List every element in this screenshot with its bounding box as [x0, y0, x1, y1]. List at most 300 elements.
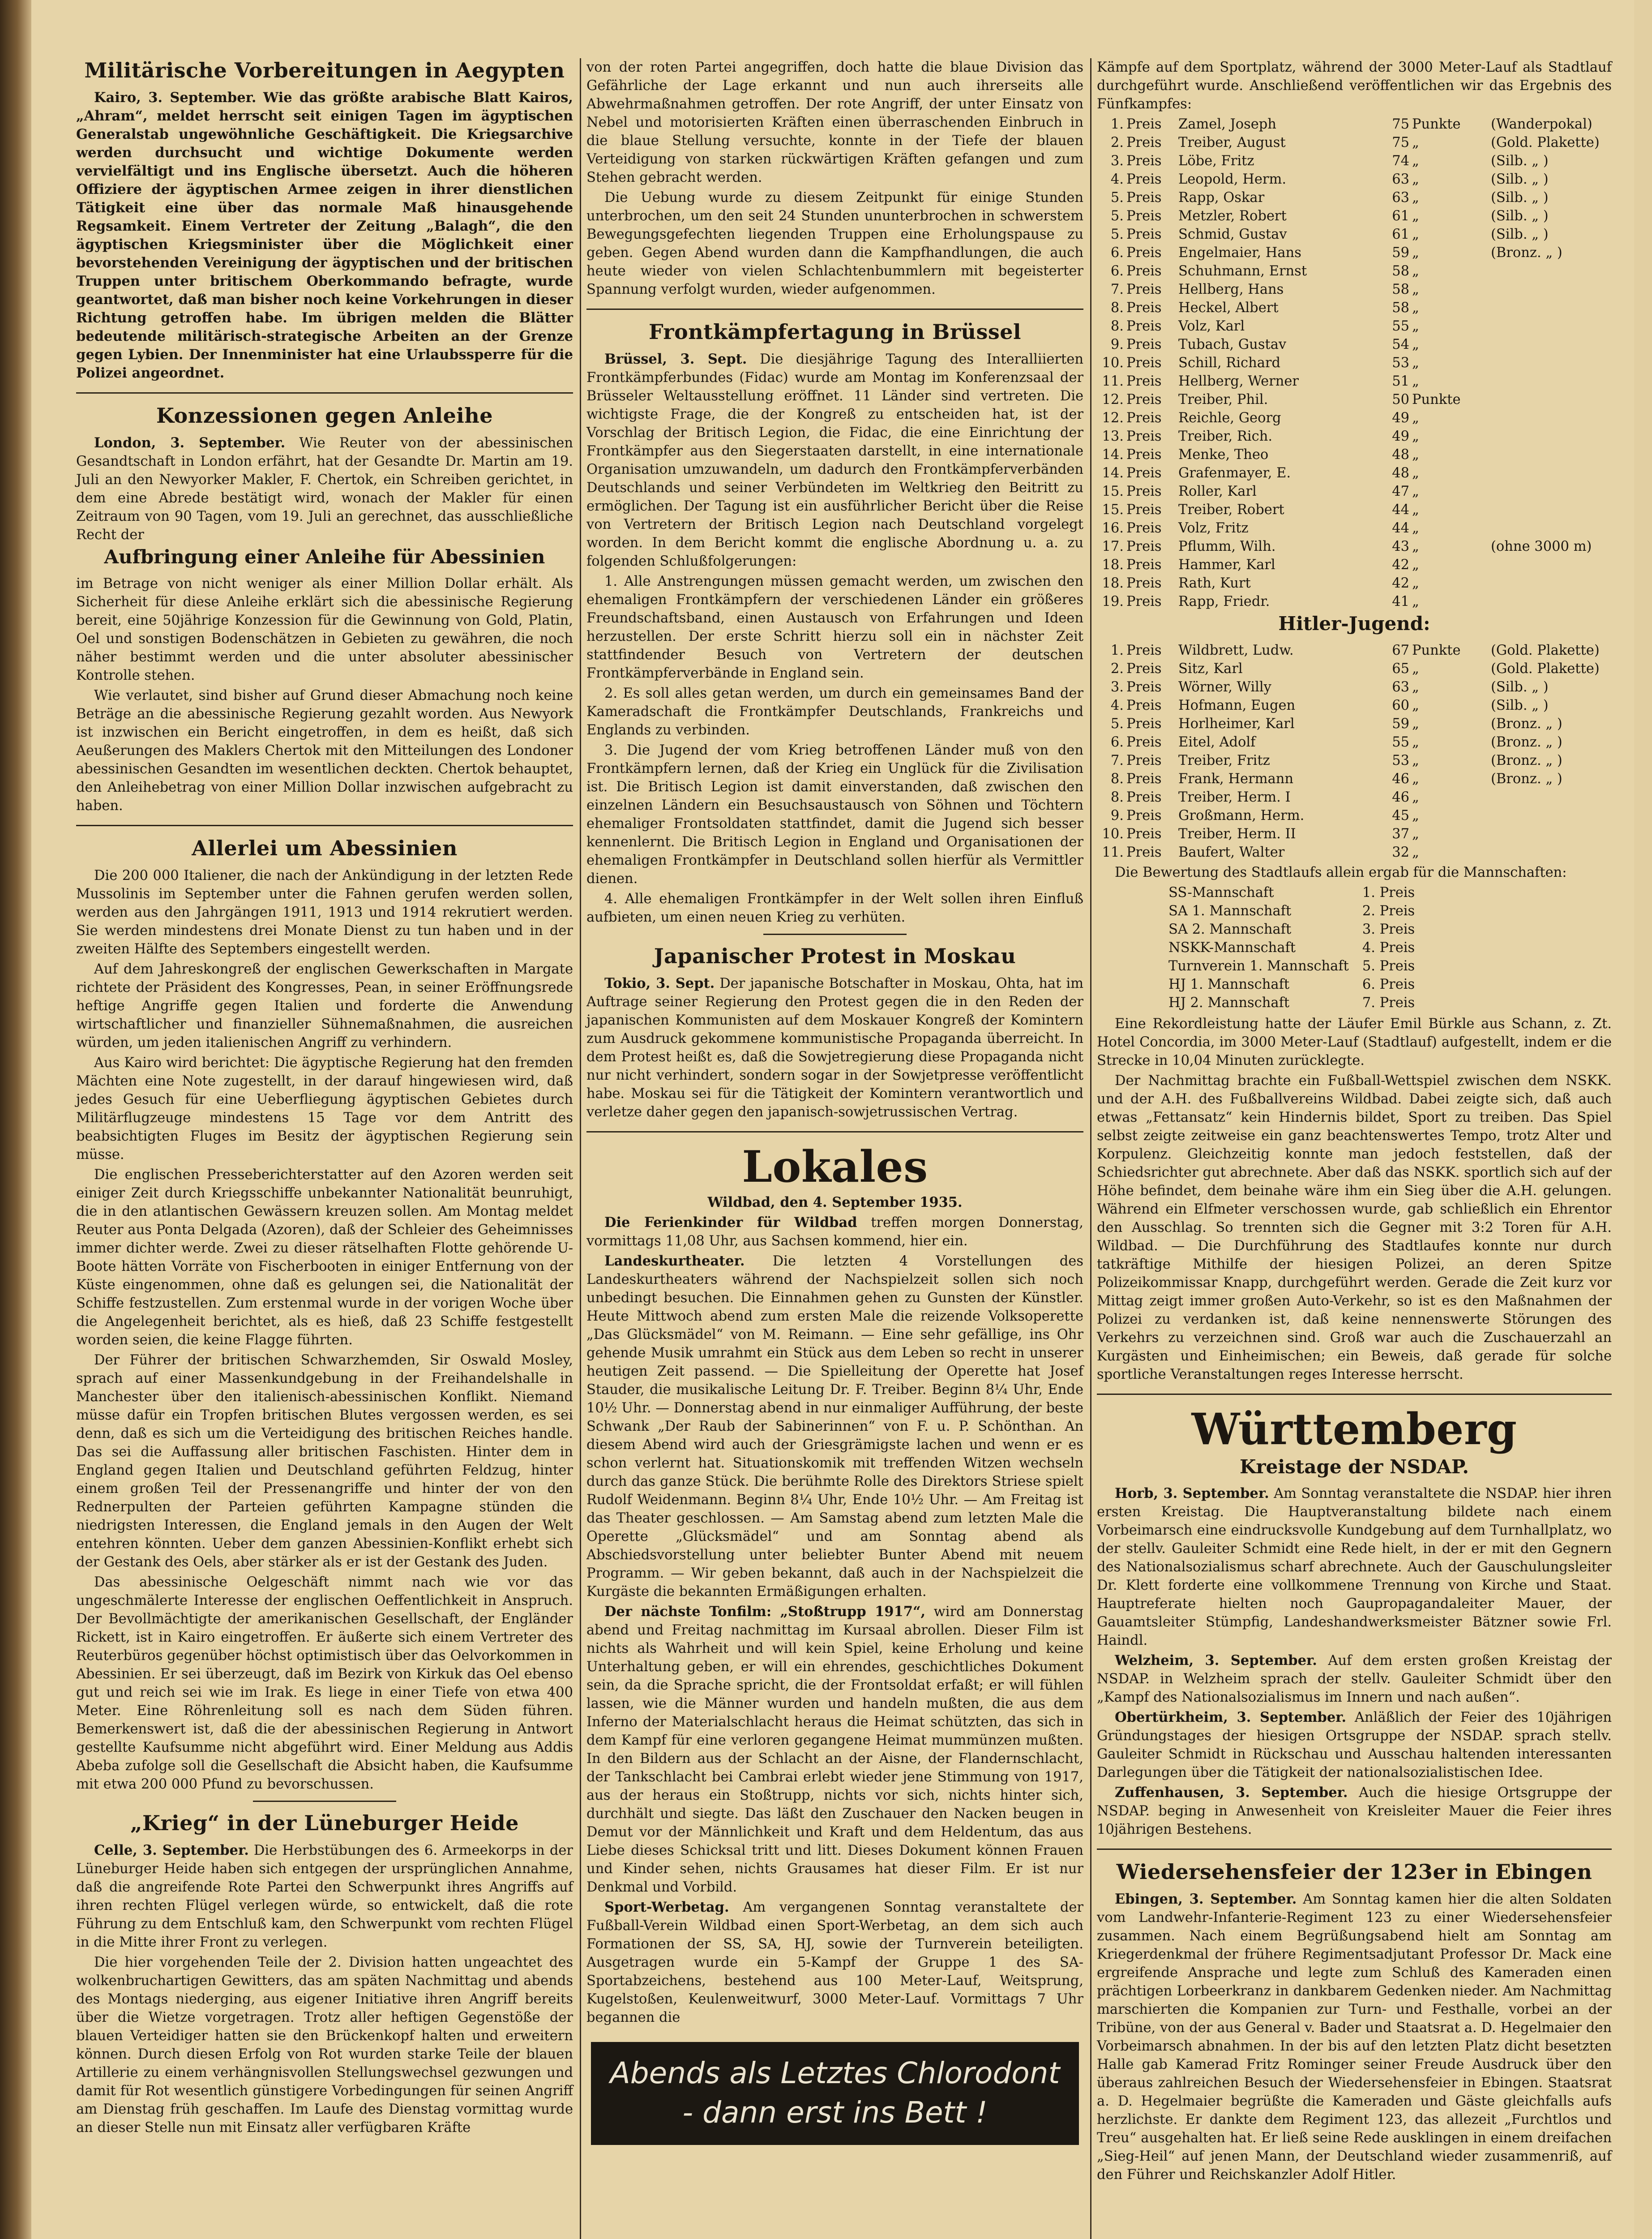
- result-w: Preis: [1126, 465, 1162, 481]
- result-row: [1097, 409, 1612, 427]
- result-n: 5.: [1110, 716, 1124, 732]
- result-row: [1097, 446, 1612, 464]
- result-row: [1097, 280, 1612, 299]
- book-spine: [0, 0, 31, 2239]
- article-paragraph: Tokio, 3. Sept. Der japanische Botschafter in Moskau, Ohta, hat im Auftrage seiner Regierung den Protest gegen die in den Reden der japanischen Kommunisten auf dem Moskauer Kongreß der Komintern zum Ausdruck gekommene kommunistische Propaganda überreicht. In dem Protest heißt es, daß die Sowjetregierung diese Propaganda nicht nur nicht verhindert, sondern sogar in der Sowjetpresse veröffentlicht habe. Moskau sei für die Tätigkeit der Komintern verantwortlich und verletze daher gegen den japanisch-sowjetrussischen Vertrag.: [586, 975, 1083, 1120]
- team-place: 4. Preis: [1362, 940, 1415, 956]
- result-unit: „: [1412, 502, 1419, 518]
- result-n: 7.: [1110, 753, 1124, 768]
- result-name: Treiber, Robert: [1178, 502, 1284, 518]
- result-pts: 63: [1392, 172, 1409, 187]
- result-row: [1097, 574, 1612, 592]
- result-name: Treiber, Fritz: [1178, 753, 1270, 768]
- result-note: [1491, 519, 1612, 537]
- subheading: Kreistage der NSDAP.: [1239, 1456, 1469, 1478]
- result-n: 10.: [1102, 355, 1124, 371]
- result-row: [1097, 244, 1612, 262]
- column-2: [586, 58, 1083, 2145]
- result-unit: „: [1412, 208, 1419, 224]
- result-note: [1491, 501, 1612, 519]
- column-rule: [580, 58, 581, 2239]
- result-unit: „: [1412, 135, 1419, 150]
- result-unit: „: [1412, 594, 1419, 609]
- result-unit: „: [1412, 753, 1419, 768]
- team-team: Turnverein 1. Mannschaft: [1168, 958, 1349, 974]
- article-paragraph: Welzheim, 3. September. Auf dem ersten großen Kreistag der NSDAP. in Welzheim sprach der stellv. Gauleiter Schmidt über den „Kampf des Nationalsozialismus im Innern und nach außen“.: [1097, 1652, 1612, 1705]
- article-paragraph: Die englischen Presseberichterstatter auf den Azoren werden seit einiger Zeit durch Kriegsschiffe unbekannter Nationalität beunruhigt, die in den atlantischen Gewässern kreuzen sollen. Am Montag meldet Reuter aus Ponta Delgada (Azoren), daß der Schleier des Geheimnisses immer dichter werde. Zwei zu dieser rätselhaften Flotte gehörende U-Boote hätten Vorräte von Fischerbooten in einiger Entfernung von der Küste eingenommen, ohne daß es gelungen sei, die Nationalität der Schiffe festzustellen. Zum erstenmal wurde in der vorigen Woche über die Angelegenheit berichtet, als es hieß, daß 23 Schiffe festgestellt worden seien, die keine Flagge führten.: [76, 1167, 573, 1348]
- result-row: [1097, 696, 1612, 715]
- result-note: (Gold. Plakette): [1491, 661, 1600, 677]
- dateline: Wildbad, den 4. September 1935.: [707, 1194, 963, 1210]
- result-row: [1097, 427, 1612, 446]
- result-name: Engelmaier, Hans: [1178, 245, 1301, 261]
- team-place: 5. Preis: [1362, 958, 1415, 974]
- team-place: 6. Preis: [1362, 977, 1415, 992]
- article-paragraph: Der nächste Tonfilm: „Stoßtrupp 1917“, wird am Donnerstag abend und Freitag nachmittag im Kursaal abrollen. Dieser Film ist nichts als Wahrheit und will kein Spiel, keine Erholung und keine Unterhaltung geben, er will ein ehrendes, geschichtliches Dokument sein, da die Sprache spricht, die der Frontsoldat erfaßt; er will fühlen lassen, wie die Männer wurden und handeln mußten, die aus dem Inferno der Materialschlacht heraus die Heimat schützten, das sich in dem Kampf für eine verloren gegangene Heimat mummünzen mußten. In den Bildern aus der Schlacht an der Aisne, der Flandernschlacht, der Tankschlacht bei Cambrai erlebt wieder jene Stimmung von 1917, aus der heraus ein Stoßtrupp, nichts vor sich, nichts hinter sich, durchhält und siegte. Das läßt den Zuschauer den Nacken beugen in Demut vor der Männlichkeit und Kraft und dem Heldentum, das aus Liebe dieses Schicksal tritt und litt. Dieses Dokument können Frauen und Kinder sehen, nichts Grausames hat dieser Film. Er ist nur Denkmal und Vorbild.: [586, 1604, 1083, 1895]
- result-w: Preis: [1126, 575, 1162, 591]
- column-1: [76, 58, 573, 2139]
- result-row: [1097, 641, 1612, 660]
- article-paragraph: Ebingen, 3. September. Am Sonntag kamen hier die alten Soldaten vom Landwehr-Infanterie-Regiment 123 zu einer Wiedersehensfeier zusammen. Nach einem Begrüßungsabend hielt am Sonntag am Kriegerdenkmal der frühere Regimentsadjutant Professor Dr. Mack eine ergreifende Ansprache und legte zum Schluß des Kameraden einen prächtigen Lorbeerkranz in dankbarem Gedenken nieder. Am Nachmittag marschierten die Kompanien zur Turn- und Festhalle, vorbei an der Tribüne, von der aus General v. Bader und Staatsrat a. D. Hegelmaier den Vorbeimarsch abnahmen. In der bis auf den letzten Platz dicht besetzten Halle gab Kamerad Fritz Rominger seiner Freude Ausdruck über den überaus zahlreichen Besuch der Wiedersehensfeier in Ebingen. Staatsrat a. D. Hegelmaier begrüßte die Kameraden und Gäste gleichfalls aufs herzlichste. Er dankte dem Regiment 123, das allezeit „Furchtlos und Treu“ ausgehalten hat. Er ließ seine Rede ausklingen in einem dreifachen „Sieg-Heil“ auf jenen Mann, der Deutschland wieder zusammenriß, auf den Führer und Reichskanzler Adolf Hitler.: [1097, 1891, 1612, 2183]
- result-name: Rath, Kurt: [1178, 575, 1251, 591]
- result-row: [1097, 299, 1612, 317]
- result-note: (Silb. „ ): [1491, 698, 1549, 713]
- dateline: London, 3. September.: [94, 435, 286, 451]
- result-row: [1097, 556, 1612, 574]
- article-paragraph: Landeskurtheater. Die letzten 4 Vorstellungen des Landeskurtheaters während der Nachspielzeit sollen sich noch unbedingt besuchen. Die Einnahmen gehen zu Gunsten der Künstler. Heute Mittwoch abend zum ersten Male die reizende Volksoperette „Das Glücksmädel“ von M. Reimann. — Eine sehr gefällige, ins Ohr gehende Musik umrahmt ein Stück aus dem Leben so recht in unserer heutigen Zeit passend. — Die Spielleitung der Operette hat Josef Stauder, die musikalische Leitung Dr. F. Treiber. Beginn 8¼ Uhr, Ende 10½ Uhr. — Donnerstag abend in nur einmaliger Aufführung, der beste Schwank „Der Raub der Sabinerinnen“ von F. u. P. Schönthan. An diesem Abend wird auch der Griesgrämigste lachen und wenn er es schon verlernt hat. Situationskomik mit treffenden Witzen wechseln durch das ganze Stück. Die berühmte Rolle des Direktors Striese spielt Rudolf Weidenmann. Beginn 8¼ Uhr, Ende 10½ Uhr. — Am Freitag ist das Theater geschlossen. — Am Samstag abend zum letzten Male die Operette „Glücksmädel“ und am Sonntag abend als Abschiedsvorstellung unter beliebter Bunter Abend mit neuem Programm. — Wir geben bekannt, daß auch in der Nachspielzeit die Kurgäste die bekannten Ermäßigungen erhalten.: [586, 1253, 1083, 1600]
- result-row: [1097, 152, 1612, 170]
- ad-line: - dann erst ins Bett !: [682, 2095, 988, 2130]
- result-n: 2.: [1110, 135, 1124, 150]
- result-w: Preis: [1126, 135, 1162, 150]
- result-w: Preis: [1126, 539, 1162, 554]
- result-note: (Bronz. „ ): [1491, 753, 1562, 768]
- article-paragraph: im Betrage von nicht weniger als einer Million Dollar erhält. Als Sicherheit für diese Anleihe erklärt sich die abessinische Regierung bereit, eine 50jährige Konzession für die Gewinnung von Gold, Platin, Oel und sonstigen Bodenschätzen in Gebieten zu gewähren, die noch näher bestimmt werden und die unter absoluter abessinischer Kontrolle stehen.: [76, 576, 573, 683]
- result-n: 18.: [1102, 575, 1124, 591]
- result-w: Preis: [1126, 826, 1162, 842]
- result-name: Schuhmann, Ernst: [1178, 263, 1307, 279]
- result-row: [1097, 806, 1612, 825]
- result-w: Preis: [1126, 410, 1162, 426]
- result-w: Preis: [1126, 318, 1162, 334]
- result-note: [1491, 262, 1612, 280]
- result-note: [1491, 806, 1612, 825]
- result-pts: 75: [1392, 135, 1409, 150]
- subheading: Aufbringung einer Anleihe für Abessinien: [104, 546, 545, 568]
- result-row: [1097, 751, 1612, 770]
- result-n: 3.: [1110, 679, 1124, 695]
- result-row: [1097, 115, 1612, 133]
- result-row: [1097, 788, 1612, 806]
- result-name: Tubach, Gustav: [1178, 337, 1287, 352]
- result-w: Preis: [1126, 337, 1162, 352]
- result-pts: 46: [1392, 789, 1409, 805]
- team-row: [1168, 994, 1428, 1012]
- dateline: Kairo, 3. September.: [94, 90, 257, 106]
- result-unit: „: [1412, 282, 1419, 297]
- result-name: Reichle, Georg: [1178, 410, 1281, 426]
- result-pts: 53: [1392, 753, 1409, 768]
- result-pts: 58: [1392, 300, 1409, 316]
- result-unit: „: [1412, 789, 1419, 805]
- result-n: 1.: [1110, 116, 1124, 132]
- result-row: [1097, 317, 1612, 335]
- result-name: Volz, Fritz: [1178, 520, 1249, 536]
- result-name: Rapp, Oskar: [1178, 190, 1265, 206]
- result-note: (ohne 3000 m): [1491, 539, 1592, 554]
- result-pts: 42: [1392, 575, 1409, 591]
- result-pts: 59: [1392, 716, 1409, 732]
- result-w: Preis: [1126, 172, 1162, 187]
- result-name: Roller, Karl: [1178, 484, 1257, 499]
- article-title: Wiedersehensfeier der 123er in Ebingen: [1116, 1860, 1592, 1884]
- result-w: Preis: [1126, 557, 1162, 573]
- team-row: [1168, 939, 1428, 957]
- article-title: Japanischer Protest in Moskau: [654, 944, 1016, 968]
- result-w: Preis: [1126, 845, 1162, 860]
- result-n: 5.: [1110, 190, 1124, 206]
- result-w: Preis: [1126, 771, 1162, 787]
- article-title: Konzessionen gegen Anleihe: [156, 403, 493, 428]
- result-note: [1491, 354, 1612, 372]
- result-unit: „: [1412, 771, 1419, 787]
- result-unit: „: [1412, 679, 1419, 695]
- separator: [763, 934, 907, 935]
- result-unit: „: [1412, 716, 1419, 732]
- result-pts: 55: [1392, 734, 1409, 750]
- ad-line: Abends als Letztes Chlorodont: [610, 2056, 1060, 2090]
- result-n: 16.: [1102, 520, 1124, 536]
- dateline: Celle, 3. September.: [94, 1842, 249, 1858]
- result-w: Preis: [1126, 808, 1162, 824]
- result-row: [1097, 825, 1612, 843]
- result-name: Metzler, Robert: [1178, 208, 1287, 224]
- result-note: [1491, 280, 1612, 299]
- result-w: Preis: [1126, 116, 1162, 132]
- result-pts: 44: [1392, 502, 1409, 518]
- result-pts: 50: [1392, 392, 1409, 407]
- team-place: 3. Preis: [1362, 922, 1415, 937]
- article-title: Militärische Vorbereitungen in Aegypten: [84, 58, 565, 82]
- result-n: 4.: [1110, 172, 1124, 187]
- result-name: Großmann, Herm.: [1178, 808, 1305, 824]
- result-n: 6.: [1110, 263, 1124, 279]
- result-unit: „: [1412, 300, 1419, 316]
- result-name: Rapp, Friedr.: [1178, 594, 1270, 609]
- result-unit: Punkte: [1412, 392, 1461, 407]
- result-n: 9.: [1110, 337, 1124, 352]
- result-unit: „: [1412, 520, 1419, 536]
- result-unit: „: [1412, 734, 1419, 750]
- results-table: [1097, 115, 1612, 611]
- result-row: [1097, 464, 1612, 482]
- result-n: 5.: [1110, 208, 1124, 224]
- result-pts: 41: [1392, 594, 1409, 609]
- result-note: (Gold. Plakette): [1491, 643, 1600, 658]
- result-unit: „: [1412, 465, 1419, 481]
- result-note: [1491, 390, 1612, 409]
- result-n: 6.: [1110, 245, 1124, 261]
- result-name: Sitz, Karl: [1178, 661, 1243, 677]
- result-n: 9.: [1110, 808, 1124, 824]
- result-note: (Bronz. „ ): [1491, 734, 1562, 750]
- team-row: [1168, 975, 1428, 994]
- result-name: Löbe, Fritz: [1178, 153, 1254, 169]
- result-name: Volz, Karl: [1178, 318, 1245, 334]
- result-w: Preis: [1126, 753, 1162, 768]
- team-team: HJ 2. Mannschaft: [1168, 995, 1290, 1011]
- result-row: [1097, 660, 1612, 678]
- article-paragraph: Obertürkheim, 3. September. Anläßlich der Feier des 10jährigen Gründungstages der hiesigen Ortsgruppe der NSDAP. sprach stellv. Gauleiter Schmidt in Rückschau und Ausschau haltenden interessanten Darlegungen über die Tätigkeit der nationalsozialistischen Idee.: [1097, 1709, 1612, 1780]
- result-name: Horlheimer, Karl: [1178, 716, 1295, 732]
- result-note: (Bronz. „ ): [1491, 245, 1562, 261]
- team-row: [1168, 957, 1428, 975]
- result-note: [1491, 335, 1612, 354]
- article-paragraph: Kairo, 3. September. Wie das größte arabische Blatt Kairos, „Ahram“, meldet herrscht seit einigen Tagen im ägyptischen Generalstab ungewöhnliche Geschäftigkeit. Die Kriegsarchive werden durchsucht und wichtige Dokumente werden vervielfältigt und ins Englische übersetzt. Auch die höheren Offiziere der ägyptischen Armee zeigen in ihrer dienstlichen Tätigkeit eine über das normale Maß hinausgehende Regsamkeit. Einem Vertreter der Zeitung „Balagh“, die den ägyptischen Kriegsminister über die Möglichkeit einer bevorstehenden Vereinigung der ägyptischen und der britischen Truppen unter britischem Oberkommando befragte, wurde geantwortet, daß man bisher noch keine Vorkehrungen in dieser Richtung getroffen habe. Im übrigen melden die Blätter bedeutende militärisch-strategische Arbeiten an der Grenze gegen Lybien. Der Innenminister hat eine Urlaubssperre für die Polizei angeordnet.: [76, 90, 573, 381]
- result-w: Preis: [1126, 734, 1162, 750]
- result-unit: „: [1412, 429, 1419, 444]
- result-note: (Silb. „ ): [1491, 153, 1549, 169]
- result-w: Preis: [1126, 520, 1162, 536]
- result-row: [1097, 678, 1612, 696]
- result-note: [1491, 843, 1612, 862]
- result-unit: „: [1412, 318, 1419, 334]
- result-pts: 49: [1392, 410, 1409, 426]
- article-paragraph: Die 200 000 Italiener, die nach der Ankündigung in der letzten Rede Mussolinis im September unter die Fahnen gerufen werden sollen, werden aus den Jahrgängen 1911, 1913 und 1914 rekrutiert werden. Sie werden mindestens drei Monate Dienst zu tun haben und in der zweiten Hälfte des Septembers eingestellt werden.: [76, 868, 573, 957]
- result-unit: „: [1412, 698, 1419, 713]
- separator: [1097, 1849, 1612, 1850]
- result-name: Treiber, Phil.: [1178, 392, 1268, 407]
- result-note: [1491, 592, 1612, 611]
- team-team: SS-Mannschaft: [1168, 885, 1274, 901]
- team-team: SA 1. Mannschaft: [1168, 903, 1292, 919]
- article-paragraph: Die Ferienkinder für Wildbad treffen morgen Donnerstag, vormittags 11,08 Uhr, aus Sachsen kommend, hier ein.: [586, 1214, 1083, 1249]
- result-pts: 59: [1392, 245, 1409, 261]
- result-pts: 58: [1392, 282, 1409, 297]
- article-paragraph: 4. Alle ehemaligen Frontkämpfer in der Welt sollen ihren Einfluß aufbieten, um einen neuen Krieg zu verhüten.: [586, 891, 1083, 925]
- column-rule: [1090, 58, 1091, 2239]
- result-row: [1097, 335, 1612, 354]
- result-unit: „: [1412, 661, 1419, 677]
- result-note: (Bronz. „ ): [1491, 716, 1562, 732]
- result-row: [1097, 733, 1612, 751]
- result-row: [1097, 390, 1612, 409]
- result-unit: „: [1412, 172, 1419, 187]
- result-note: (Wanderpokal): [1491, 116, 1592, 132]
- result-unit: „: [1412, 153, 1419, 169]
- result-note: [1491, 464, 1612, 482]
- result-n: 15.: [1102, 484, 1124, 499]
- result-w: Preis: [1126, 300, 1162, 316]
- separator: [1097, 1394, 1612, 1395]
- result-unit: „: [1412, 373, 1419, 389]
- result-w: Preis: [1126, 245, 1162, 261]
- result-n: 8.: [1110, 300, 1124, 316]
- result-row: [1097, 519, 1612, 537]
- result-pts: 49: [1392, 429, 1409, 444]
- article-paragraph: Kämpfe auf dem Sportplatz, während der 3000 Meter-Lauf als Stadtlauf durchgeführt wurde. Anschließend veröffentlichen wir das Ergebnis des Fünfkampfes:: [1097, 60, 1612, 112]
- article-paragraph: Die hier vorgehenden Teile der 2. Division hatten ungeachtet des wolkenbruchartigen Gewitters, das am späten Nachmittag und abends des Montags niederging, aus eigener Initiative ihren Angriff bereits über die Wietze vorgetragen. Trotz aller heftigen Gegenstöße der blauen Verteidiger hatten sie den Brückenkopf halten und erweitern können. Durch diesen Erfolg von Rot wurden starke Teile der blauen Artillerie zu einem verhängnisvollen Stellungswechsel gezwungen und damit für Rot wesentlich günstigere Vorbedingungen für seinen Angriff am Dienstag früh geschaffen. Im Laufe des Dienstag vormittag wurde an dieser Stelle nun mit Einsatz aller verfügbaren Kräfte: [76, 1955, 573, 2136]
- result-unit: „: [1412, 355, 1419, 371]
- result-unit: „: [1412, 245, 1419, 261]
- result-unit: „: [1412, 808, 1419, 824]
- article-paragraph: Das abessinische Oelgeschäft nimmt nach wie vor das ungeschmälerte Interesse der englischen Oeffentlichkeit in Anspruch. Der Bevollmächtigte der amerikanischen Gesellschaft, der Engländer Rickett, ist in Kairo eingetroffen. Er äußerte sich einem Vertreter des Reuterbüros gegenüber höchst optimistisch über das Oelvorkommen in Abessinien. Er sei überzeugt, daß im Bezirk von Kirkuk das Oel ebenso gut und reich sei wie im Irak. Es liege in einer Tiefe von etwa 400 Meter. Eine Röhrenleitung soll es nach dem Süden führen. Bemerkenswert ist, daß die der abessinischen Regierung in Antwort gestellte Kaufsumme nicht abgeführt wird. Einer Meldung aus Addis Abeba zufolge soll die Gesellschaft die Absicht haben, die Kaufsumme mit etwa 200 000 Pfund zu bevorschussen.: [76, 1574, 573, 1792]
- result-note: [1491, 825, 1612, 843]
- result-pts: 43: [1392, 539, 1409, 554]
- result-note: (Silb. „ ): [1491, 679, 1549, 695]
- result-name: Heckel, Albert: [1178, 300, 1279, 316]
- result-n: 15.: [1102, 502, 1124, 518]
- result-unit: „: [1412, 263, 1419, 279]
- result-unit: „: [1412, 410, 1419, 426]
- dateline: Brüssel, 3. Sept.: [604, 351, 747, 367]
- result-name: Wildbrett, Ludw.: [1178, 643, 1294, 658]
- article-paragraph: 3. Die Jugend der vom Krieg betroffenen Länder muß von den Frontkämpfern lernen, daß der Krieg ein Unglück für die Zivilisation ist. Die Britisch Legion ist damit einverstanden, daß zwischen den einzelnen Ländern ein Besuchsaustausch von Söhnen und Töchtern ehemaliger Frontsoldaten stattfindet, damit die Jugend sich besser kennenlernt. Die Britisch Legion in England und Organisationen der ehemaligen Frontkämpfer in Deutschland sollen hierfür als Vermittler dienen.: [586, 742, 1083, 887]
- newspaper-page: [31, 0, 1634, 2239]
- result-unit: „: [1412, 190, 1419, 206]
- result-pts: 48: [1392, 447, 1409, 463]
- article-paragraph: Sport-Werbetag. Am vergangenen Sonntag veranstaltete der Fußball-Verein Wildbad einen Sport-Werbetag, an dem sich auch Formationen der SS, SA, HJ, sowie der Turnverein beteiligten. Ausgetragen wurde ein 5-Kampf der Gruppe 1 des SA-Sportabzeichens, bestehend aus 100 Meter-Lauf, Weitsprung, Kugelstoßen, Keulenweitwurf, 3000 Meter-Lauf. Vormittags 7 Uhr begannen die: [586, 1899, 1083, 2025]
- result-pts: 63: [1392, 190, 1409, 206]
- result-pts: 55: [1392, 318, 1409, 334]
- result-note: [1491, 482, 1612, 501]
- article-paragraph: London, 3. September. Wie Reuter von der abessinischen Gesandtschaft in London erfährt, hat der Gesandte Dr. Martin am 19. Juli an den Newyorker Makler, F. Chertok, ein Schreiben gerichtet, in dem eine Abrede bestätigt wird, wonach der Makler für einen Zeitraum von 90 Tagen, vom 19. Juli an gerechnet, das ausschließliche Recht der: [76, 435, 573, 543]
- article-title: „Krieg“ in der Lüneburger Heide: [130, 1811, 519, 1835]
- result-row: [1097, 262, 1612, 280]
- result-row: [1097, 133, 1612, 152]
- separator: [76, 392, 573, 394]
- result-note: [1491, 574, 1612, 592]
- section-title-wuerttemberg: Württemberg: [1191, 1404, 1517, 1454]
- result-name: Menke, Theo: [1178, 447, 1269, 463]
- result-pts: 65: [1392, 661, 1409, 677]
- result-name: Frank, Hermann: [1178, 771, 1294, 787]
- result-pts: 32: [1392, 845, 1409, 860]
- chlorodont-advertisement: [591, 2042, 1079, 2145]
- result-unit: „: [1412, 227, 1419, 242]
- result-name: Hellberg, Werner: [1178, 373, 1299, 389]
- dateline: Tokio, 3. Sept.: [604, 975, 715, 991]
- result-pts: 74: [1392, 153, 1409, 169]
- result-n: 19.: [1102, 594, 1124, 609]
- result-note: (Silb. „ ): [1491, 208, 1549, 224]
- result-unit: „: [1412, 557, 1419, 573]
- result-note: [1491, 409, 1612, 427]
- result-w: Preis: [1126, 594, 1162, 609]
- result-name: Zamel, Joseph: [1178, 116, 1276, 132]
- team-row: [1168, 902, 1428, 920]
- result-n: 12.: [1102, 410, 1124, 426]
- separator: [253, 1801, 396, 1802]
- separator: [586, 1131, 1083, 1132]
- result-pts: 45: [1392, 808, 1409, 824]
- subheading: Hitler-Jugend:: [1278, 613, 1430, 635]
- result-n: 18.: [1102, 557, 1124, 573]
- teams-table: [1168, 884, 1428, 1012]
- team-team: SA 2. Mannschaft: [1168, 922, 1292, 937]
- result-name: Grafenmayer, E.: [1178, 465, 1291, 481]
- result-n: 8.: [1110, 771, 1124, 787]
- result-name: Schmid, Gustav: [1178, 227, 1287, 242]
- result-name: Treiber, August: [1178, 135, 1286, 150]
- result-row: [1097, 482, 1612, 501]
- article-paragraph: Wie verlautet, sind bisher auf Grund dieser Abmachung noch keine Beträge an die abessinische Regierung gezahlt worden. Aus Newyork ist inzwischen ein Bericht eingetroffen, in dem es heißt, daß sich Aeußerungen des Maklers Chertok mit den Mitteilungen des Londoner abessinischen Gesandten im wesentlichen deckten. Chertok behauptet, den Anleihebetrag von einer Million Dollar inzwischen aufgebracht zu haben.: [76, 688, 573, 814]
- team-place: 7. Preis: [1362, 995, 1415, 1011]
- team-team: HJ 1. Mannschaft: [1168, 977, 1290, 992]
- result-note: (Silb. „ ): [1491, 190, 1549, 206]
- result-name: Hellberg, Hans: [1178, 282, 1284, 297]
- result-n: 10.: [1102, 826, 1124, 842]
- result-n: 5.: [1110, 227, 1124, 242]
- result-w: Preis: [1126, 208, 1162, 224]
- result-unit: „: [1412, 447, 1419, 463]
- result-name: Pflumm, Wilh.: [1178, 539, 1276, 554]
- result-n: 14.: [1102, 465, 1124, 481]
- result-n: 2.: [1110, 661, 1124, 677]
- result-w: Preis: [1126, 447, 1162, 463]
- result-note: (Bronz. „ ): [1491, 771, 1562, 787]
- result-pts: 37: [1392, 826, 1409, 842]
- result-name: Treiber, Herm. I: [1178, 789, 1291, 805]
- result-row: [1097, 372, 1612, 390]
- result-note: [1491, 446, 1612, 464]
- article-paragraph: Celle, 3. September. Die Herbstübungen des 6. Armeekorps in der Lüneburger Heide haben sich entgegen der ursprünglichen Annahme, daß die angreifende Rote Partei den Schwerpunkt ihres Angriffs auf ihren rechten Flügel verlegen würde, so entwickelt, daß die rote Führung zu dem Entschluß kam, den Schwerpunkt vom rechten Flügel in die Mitte ihrer Front zu verlegen.: [76, 1842, 573, 1950]
- result-pts: 75: [1392, 116, 1409, 132]
- result-pts: 61: [1392, 208, 1409, 224]
- result-pts: 42: [1392, 557, 1409, 573]
- result-pts: 51: [1392, 373, 1409, 389]
- result-note: [1491, 427, 1612, 446]
- result-pts: 54: [1392, 337, 1409, 352]
- team-row: [1168, 920, 1428, 939]
- result-name: Hammer, Karl: [1178, 557, 1275, 573]
- result-row: [1097, 189, 1612, 207]
- result-unit: „: [1412, 539, 1419, 554]
- result-note: [1491, 556, 1612, 574]
- result-row: [1097, 715, 1612, 733]
- result-pts: 46: [1392, 771, 1409, 787]
- separator: [76, 825, 573, 826]
- result-w: Preis: [1126, 190, 1162, 206]
- result-w: Preis: [1126, 153, 1162, 169]
- result-pts: 58: [1392, 263, 1409, 279]
- team-team: NSKK-Mannschaft: [1168, 940, 1296, 956]
- result-n: 11.: [1102, 845, 1124, 860]
- result-note: (Gold. Plakette): [1491, 135, 1600, 150]
- result-n: 8.: [1110, 318, 1124, 334]
- result-row: [1097, 501, 1612, 519]
- hj-results-table: [1097, 641, 1612, 862]
- result-name: Schill, Richard: [1178, 355, 1281, 371]
- result-n: 12.: [1102, 392, 1124, 407]
- result-note: [1491, 317, 1612, 335]
- result-w: Preis: [1126, 698, 1162, 713]
- result-row: [1097, 843, 1612, 862]
- result-n: 4.: [1110, 698, 1124, 713]
- result-n: 1.: [1110, 643, 1124, 658]
- result-w: Preis: [1126, 643, 1162, 658]
- result-name: Wörner, Willy: [1178, 679, 1271, 695]
- result-w: Preis: [1126, 392, 1162, 407]
- result-n: 6.: [1110, 734, 1124, 750]
- result-name: Baufert, Walter: [1178, 845, 1285, 860]
- result-w: Preis: [1126, 679, 1162, 695]
- result-w: Preis: [1126, 355, 1162, 371]
- result-note: [1491, 372, 1612, 390]
- result-pts: 53: [1392, 355, 1409, 371]
- result-unit: „: [1412, 845, 1419, 860]
- article-title: Frontkämpfertagung in Brüssel: [648, 320, 1022, 344]
